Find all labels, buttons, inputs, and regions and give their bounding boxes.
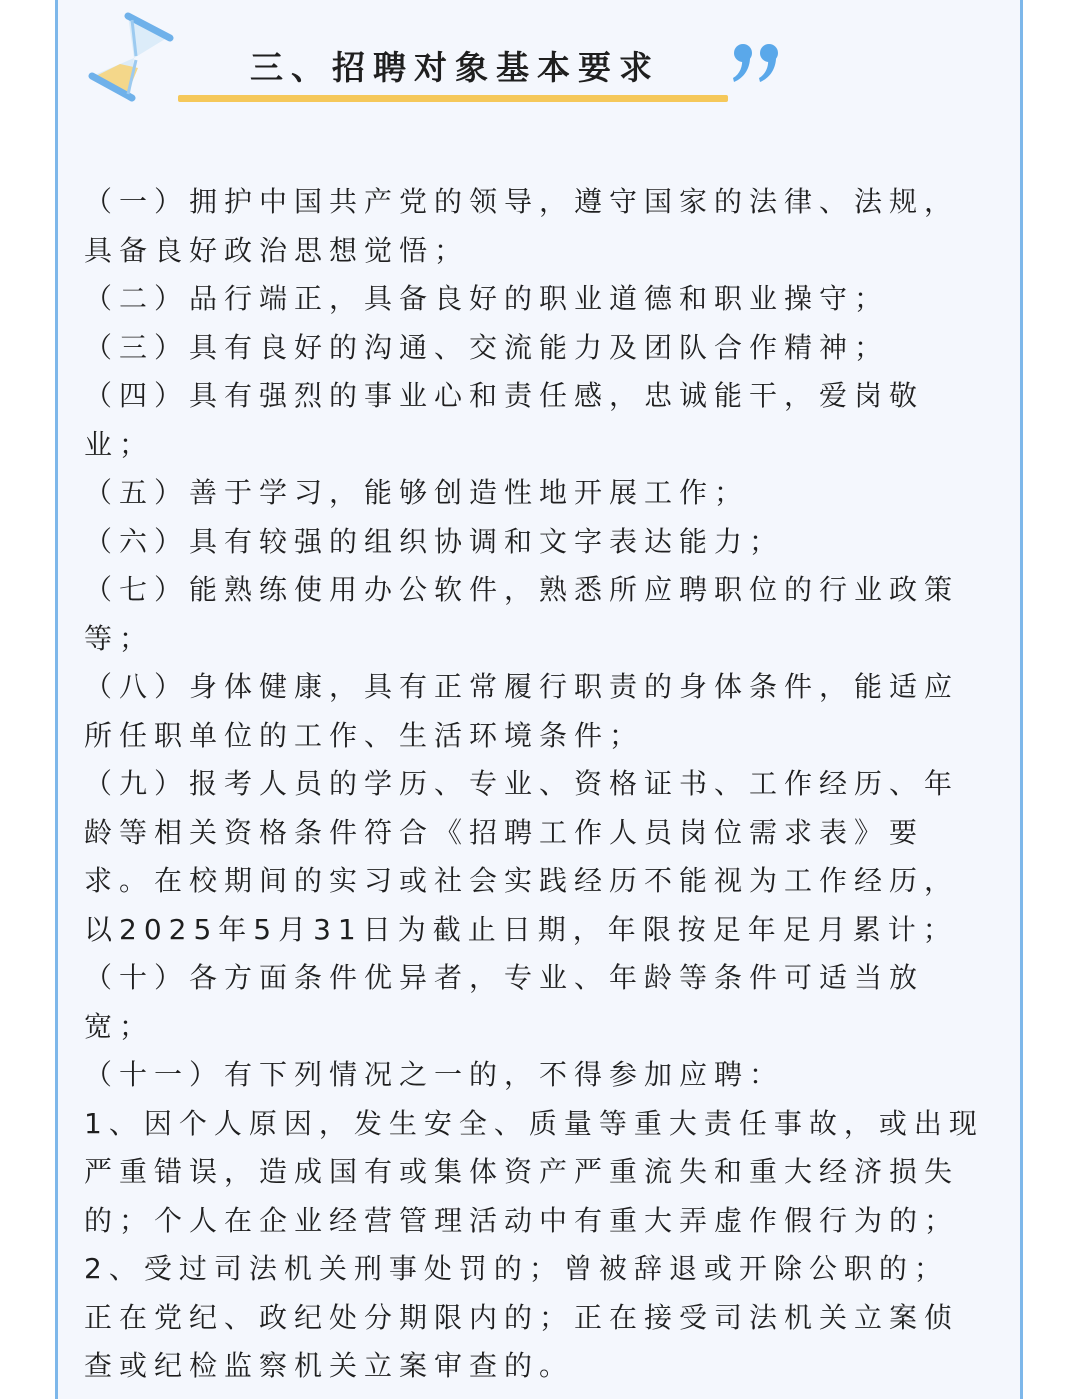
section-title: 三、招聘对象基本要求 [250, 48, 660, 87]
text-line: （一）拥护中国共产党的领导，遵守国家的法律、法规， [84, 185, 960, 218]
text-line: 2、受过司法机关刑事处罚的；曾被辞退或开除公职的； [84, 1252, 949, 1285]
text-line: （七）能熟练使用办公软件，熟悉所应聘职位的行业政策 [84, 573, 960, 606]
text-line: （八）身体健康，具有正常履行职责的身体条件，能适应 [84, 670, 960, 703]
text-line: （三）具有良好的沟通、交流能力及团队合作精神； [84, 330, 890, 364]
text-line: （二）品行端正，具备良好的职业道德和职业操守； [84, 282, 890, 315]
text-line: 严重错误，造成国有或集体资产严重流失和重大经济损失 [84, 1155, 960, 1188]
text-line: 等； [84, 621, 155, 655]
text-line: （六）具有较强的组织协调和文字表达能力； [84, 524, 785, 558]
text-line: 以2025年5月31日为截止日期，年限按足年足月累计； [84, 912, 958, 946]
text-line: 的；个人在企业经营管理活动中有重大弄虚作假行为的； [84, 1203, 960, 1237]
closing-quote-icon [730, 40, 786, 84]
text-line: 龄等相关资格条件符合《招聘工作人员岗位需求表》要 [84, 815, 925, 849]
hourglass-icon [84, 6, 180, 106]
title-underline [178, 95, 728, 102]
text-line: 宽； [84, 1009, 155, 1043]
text-line: （四）具有强烈的事业心和责任感，忠诚能干，爱岗敬 [84, 379, 925, 412]
text-line: 查或纪检监察机关立案审查的。 [84, 1349, 575, 1382]
text-line: （十一）有下列情况之一的，不得参加应聘： [84, 1058, 785, 1091]
requirements-text [84, 178, 1004, 1391]
text-line: 正在党纪、政纪处分期限内的；正在接受司法机关立案侦 [84, 1300, 960, 1334]
text-line: 具备良好政治思想觉悟； [84, 233, 470, 267]
text-line: （九）报考人员的学历、专业、资格证书、工作经历、年 [84, 767, 960, 800]
text-line: 业； [84, 427, 155, 461]
text-line: 所任职单位的工作、生活环境条件； [84, 718, 645, 752]
text-line: （五）善于学习，能够创造性地开展工作； [84, 476, 750, 509]
text-line: 1、因个人原因，发生安全、质量等重大责任事故，或出现 [84, 1106, 984, 1140]
text-line: （十）各方面条件优异者，专业、年龄等条件可适当放 [84, 961, 925, 994]
text-line: 求。在校期间的实习或社会实践经历不能视为工作经历， [84, 864, 960, 897]
